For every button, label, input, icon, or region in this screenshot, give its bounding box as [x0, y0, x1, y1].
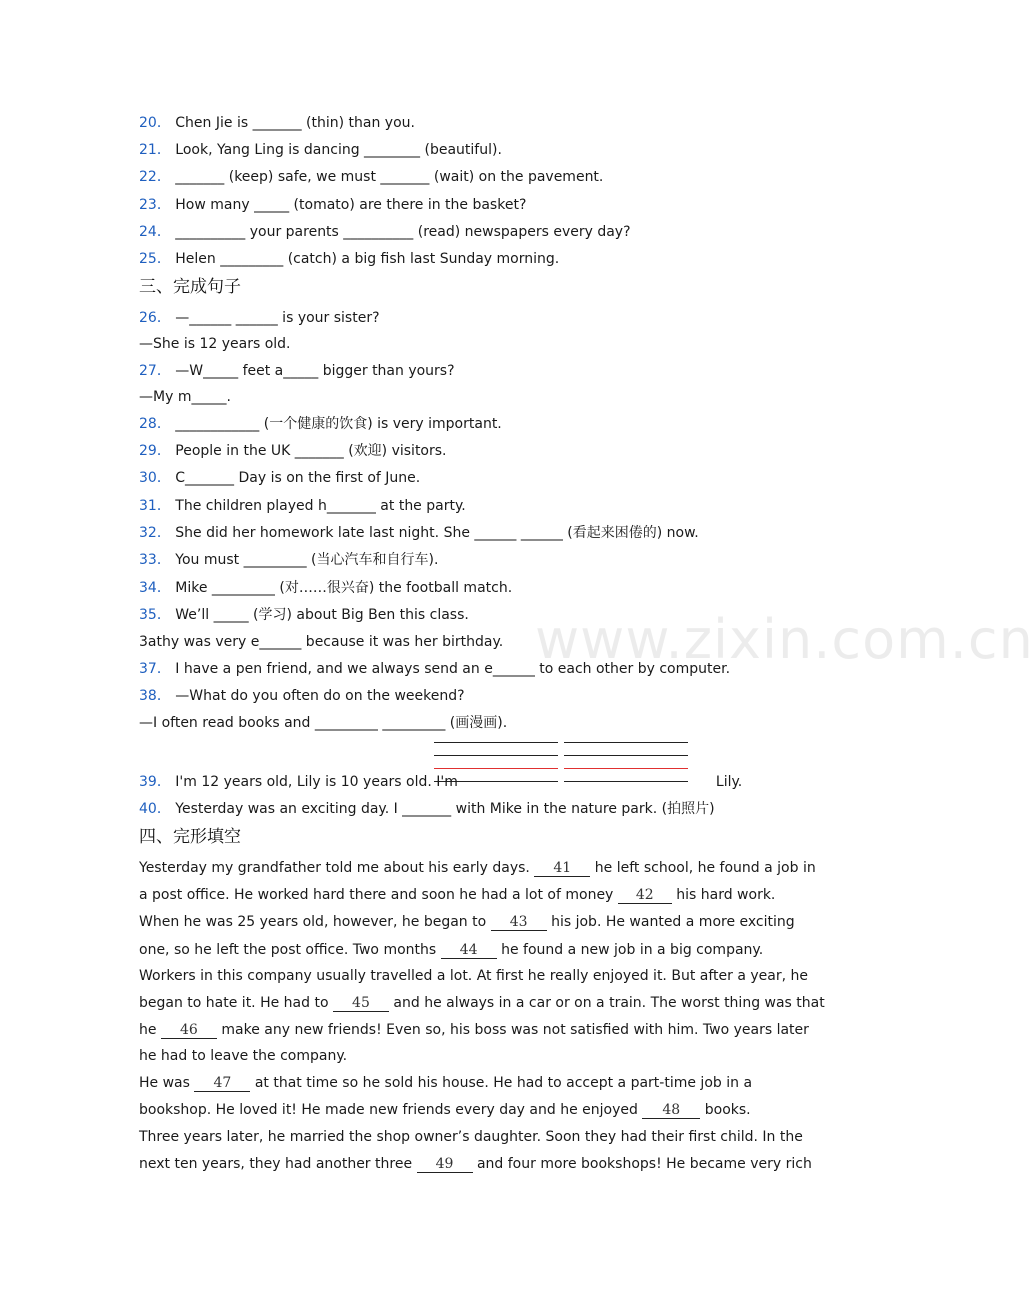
- answer-line: [434, 755, 558, 756]
- answer-26: —She is 12 years old.: [139, 336, 291, 352]
- question-text: Helen _________ (catch) a big fish last Sunday morning.: [175, 251, 560, 267]
- cloze-blank[interactable]: 41: [534, 860, 590, 877]
- question-28: 28． ____________ (一个健康的饮食) is very important.: [139, 416, 502, 432]
- question-text: How many _____ (tomato) are there in the basket?: [175, 197, 527, 213]
- answer-line-red: [564, 768, 688, 769]
- passage-line: one, so he left the post office. Two months 44 he found a new job in a big company.: [139, 942, 764, 958]
- question-number: 23: [139, 197, 157, 213]
- question-32: 32． She did her homework late last night. She ______ ______ (看起来困倦的) now.: [139, 525, 699, 541]
- question-text: Chen Jie is _______ (thin) than you.: [175, 115, 415, 131]
- question-38: 38． —What do you often do on the weekend?: [139, 688, 465, 704]
- question-30: 30． C_______ Day is on the first of June.: [139, 470, 421, 486]
- passage-line: Workers in this company usually travelled a lot. At first he really enjoyed it. But after a year, he: [139, 968, 808, 984]
- cloze-blank[interactable]: 47: [194, 1075, 250, 1092]
- passage-line: he had to leave the company.: [139, 1048, 348, 1064]
- question-33: 33． You must _________ (当心汽车和自行车).: [139, 552, 439, 568]
- question-20: 20． Chen Jie is _______ (thin) than you.: [139, 115, 415, 131]
- question-31: 31． The children played h_______ at the party.: [139, 498, 466, 514]
- question-text: Look, Yang Ling is dancing ________ (beautiful).: [175, 142, 502, 158]
- answer-38: —I often read books and _________ _________ (画漫画).: [139, 715, 508, 731]
- question-37: 37． I have a pen friend, and we always send an e______ to each other by computer.: [139, 661, 731, 677]
- cloze-blank[interactable]: 42: [618, 887, 672, 904]
- cloze-blank[interactable]: 46: [161, 1022, 217, 1039]
- question-26: 26． —______ ______ is your sister?: [139, 310, 380, 326]
- question-29: 29． People in the UK _______ (欢迎) visitors.: [139, 443, 447, 459]
- section-4-heading: 四、完形填空: [139, 827, 241, 847]
- cloze-blank[interactable]: 43: [491, 914, 547, 931]
- question-25: 25． Helen _________ (catch) a big fish last Sunday morning.: [139, 251, 560, 267]
- question-27: 27． —W_____ feet a_____ bigger than yours?: [139, 363, 455, 379]
- passage-line: he 46 make any new friends! Even so, his boss was not satisfied with him. Two years later: [139, 1022, 809, 1038]
- passage-line: Three years later, he married the shop owner’s daughter. Soon they had their first child. In the: [139, 1129, 803, 1145]
- question-40: 40． Yesterday was an exciting day. I _______ with Mike in the nature park. (拍照片): [139, 801, 715, 817]
- watermark: www.zixin.com.cn: [535, 608, 1034, 671]
- question-22: 22． _______ (keep) safe, we must _______ (wait) on the pavement.: [139, 169, 604, 185]
- answer-line-red: [434, 768, 558, 769]
- answer-27: —My m_____.: [139, 389, 231, 405]
- section-3-heading: 三、完成句子: [139, 277, 241, 297]
- answer-line: [564, 742, 688, 743]
- passage-line: Yesterday my grandfather told me about his early days. 41 he left school, he found a job in: [139, 860, 816, 876]
- question-number: 25: [139, 251, 157, 267]
- answer-line: [434, 742, 558, 743]
- passage-line: When he was 25 years old, however, he began to 43 his job. He wanted a more exciting: [139, 914, 795, 930]
- cloze-blank[interactable]: 48: [642, 1102, 700, 1119]
- passage-line: began to hate it. He had to 45 and he always in a car or on a train. The worst thing was that: [139, 995, 825, 1011]
- question-36: 3athy was very e______ because it was her birthday.: [139, 634, 504, 650]
- question-number: 21: [139, 142, 157, 158]
- cloze-blank[interactable]: 45: [333, 995, 389, 1012]
- question-34: 34． Mike _________ (对……很兴奋) the football match.: [139, 580, 513, 596]
- question-number: 22: [139, 169, 157, 185]
- question-35: 35． We’ll _____ (学习) about Big Ben this class.: [139, 607, 469, 623]
- question-number: 20: [139, 115, 157, 131]
- answer-line: [564, 755, 688, 756]
- question-text: __________ your parents __________ (read) newspapers every day?: [175, 224, 631, 240]
- question-23: 23． How many _____ (tomato) are there in the basket?: [139, 197, 527, 213]
- passage-line: a post office. He worked hard there and soon he had a lot of money 42 his hard work.: [139, 887, 776, 903]
- question-21: 21． Look, Yang Ling is dancing ________ (beautiful).: [139, 142, 502, 158]
- cloze-blank[interactable]: 44: [441, 942, 497, 959]
- cloze-blank[interactable]: 49: [417, 1156, 473, 1173]
- passage-line: bookshop. He loved it! He made new friends every day and he enjoyed 48 books.: [139, 1102, 751, 1118]
- question-39: 39． I'm 12 years old, Lily is 10 years old. I'm Lily.: [139, 774, 743, 790]
- passage-line: He was 47 at that time so he sold his house. He had to accept a part-time job in a: [139, 1075, 753, 1091]
- question-text: _______ (keep) safe, we must _______ (wait) on the pavement.: [175, 169, 604, 185]
- passage-line: next ten years, they had another three 49 and four more bookshops! He became very rich: [139, 1156, 812, 1172]
- question-number: 24: [139, 224, 157, 240]
- question-24: 24． __________ your parents __________ (read) newspapers every day?: [139, 224, 631, 240]
